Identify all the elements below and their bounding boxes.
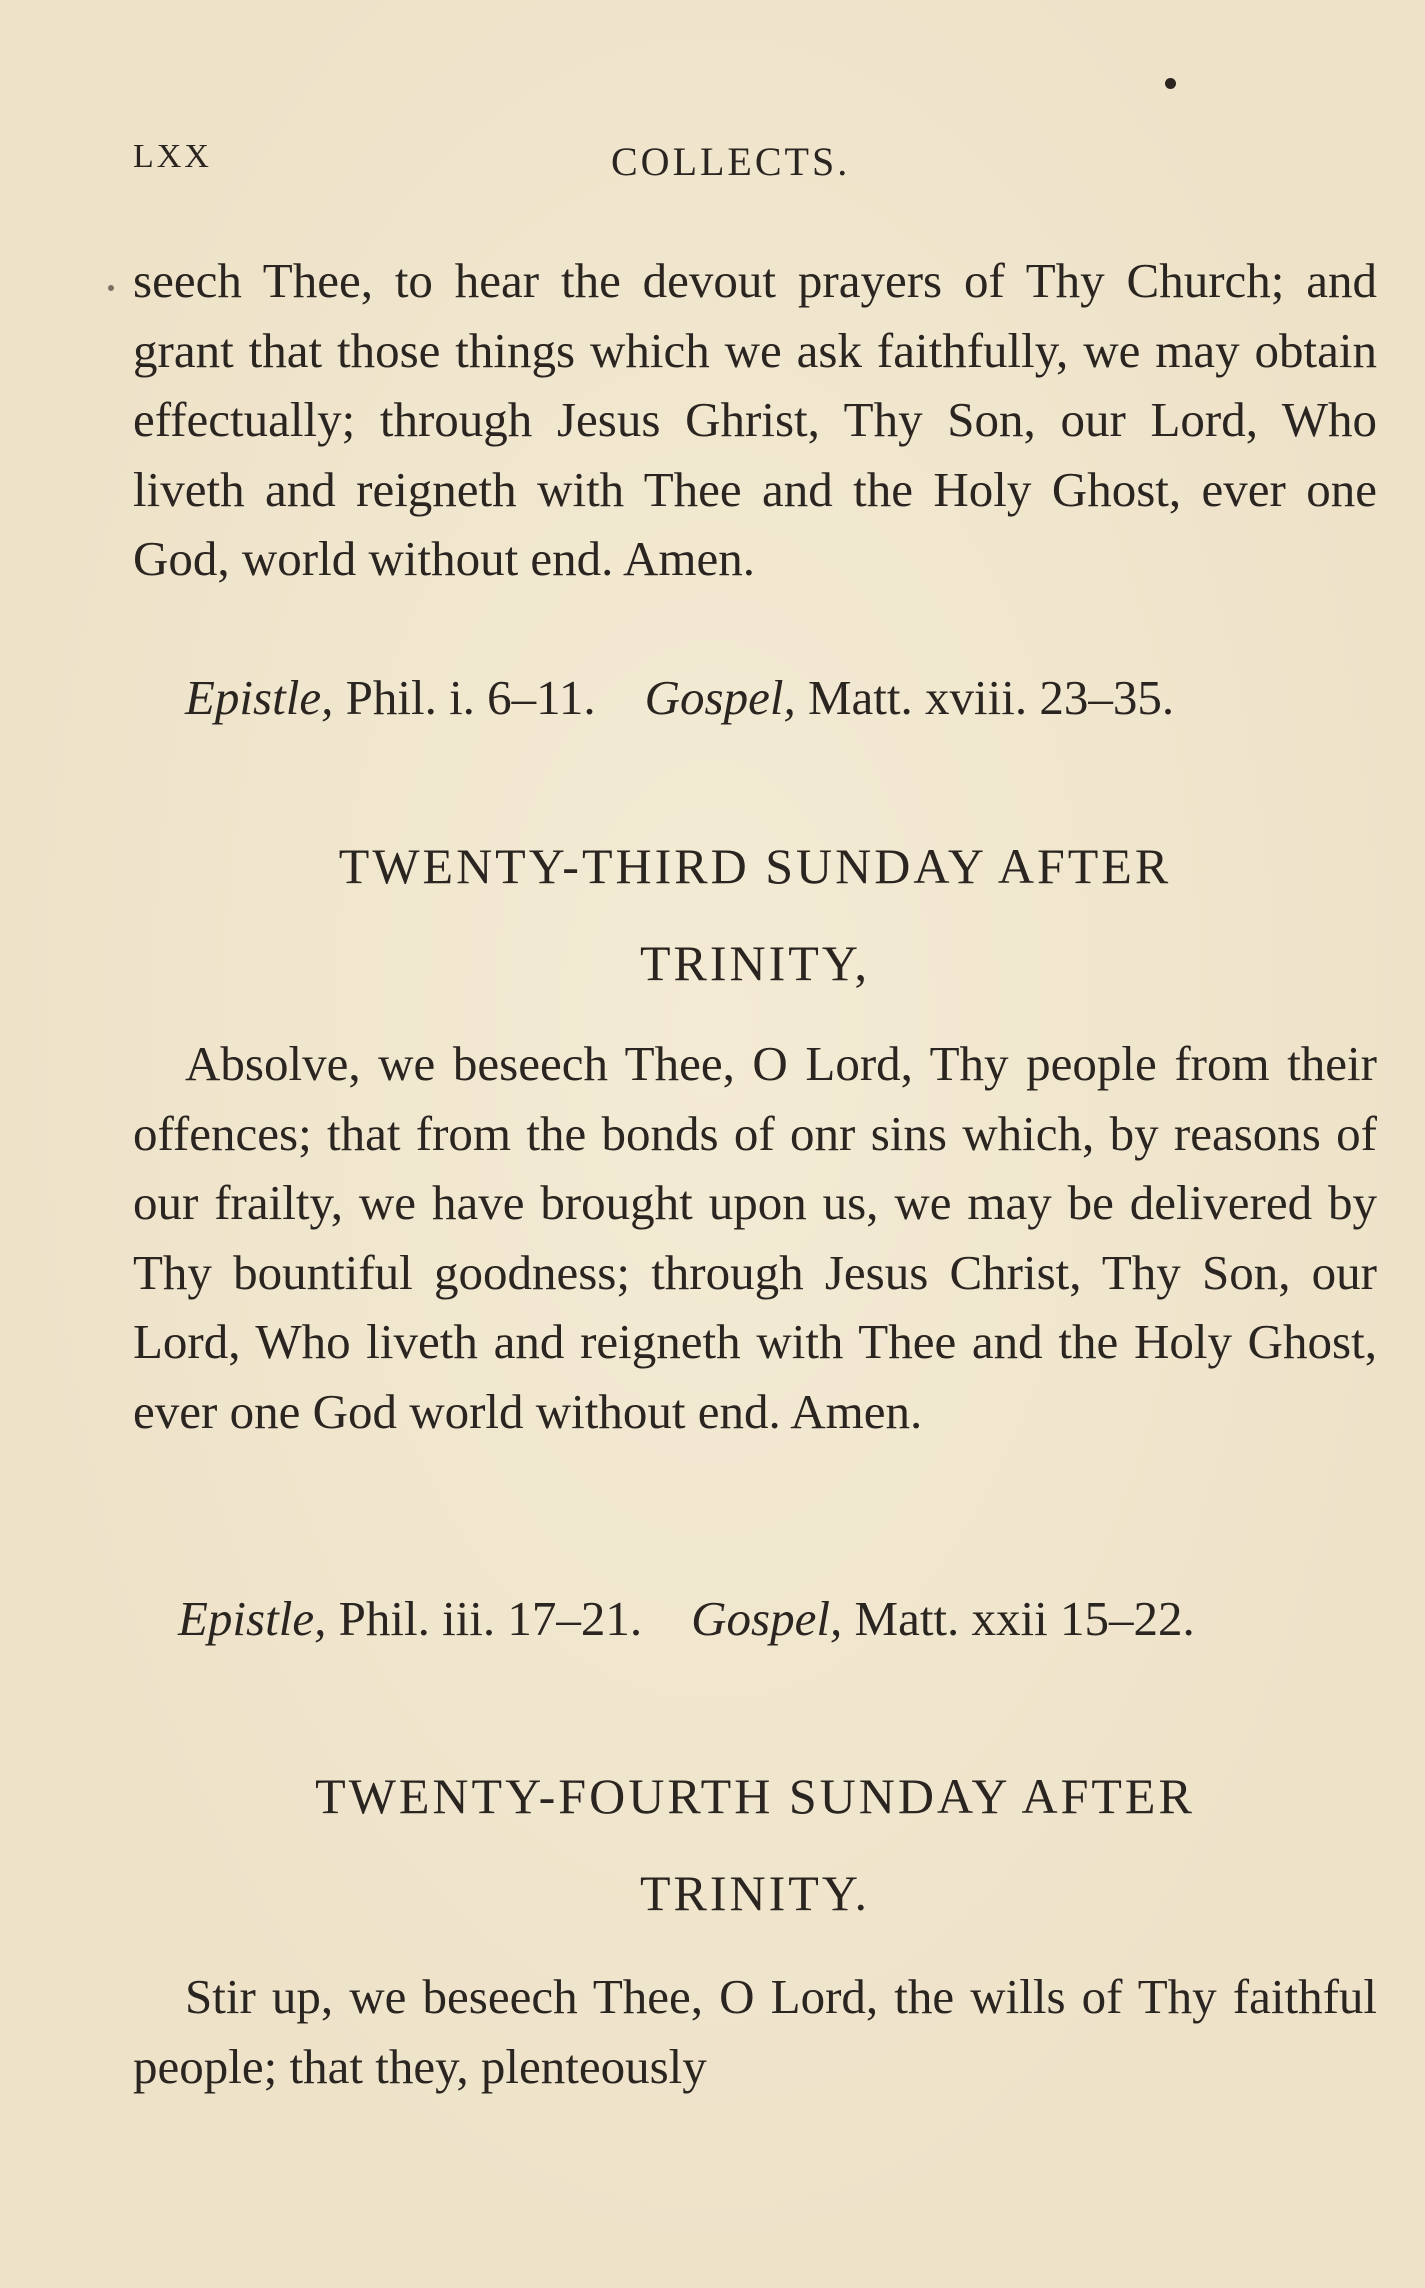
running-title: COLLECTS. — [611, 139, 851, 184]
gospel-reference: Matt. xviii. 23–35. — [807, 670, 1175, 725]
readings-22nd-sunday — [133, 663, 1377, 733]
page-number: LXX — [133, 138, 212, 175]
collect-23rd-sunday-paragraph: Absolve, we beseech Thee, O Lord, Thy people from their offences; that from the bonds of onr sins which, by reasons of our frailty, we have brought upon us, we may be delivered by Thy bountiful goodness; through Jesus Christ, Thy Son, our Lord, Who liveth and reigneth with Thee and the Holy Ghost, ever one God world without end. Amen. — [133, 1036, 1377, 1439]
section-heading-24th-sunday — [133, 1748, 1377, 1942]
heading-line-1: TWENTY-FOURTH SUNDAY AFTER — [315, 1768, 1195, 1824]
heading-line-2: TRINITY, — [639, 935, 870, 991]
epistle-label: Epistle, — [178, 1591, 327, 1646]
readings-23rd-sunday — [133, 1584, 1377, 1654]
running-head — [133, 138, 1377, 198]
ink-spot-mark — [108, 285, 114, 291]
collect-continued-paragraph: seech Thee, to hear the devout prayers of Thy Church; and grant that those things which we ask faithfully, we may obtain effectually; through Jesus Ghrist, Thy Son, our Lord, Who liveth and reigneth with Thee and the Holy Ghost, ever one God, world without end. Amen. — [133, 253, 1377, 586]
gospel-label: Gospel, — [691, 1591, 843, 1646]
epistle-label: Epistle, — [185, 670, 334, 725]
heading-line-1: TWENTY-THIRD SUNDAY AFTER — [338, 838, 1172, 894]
heading-line-2: TRINITY. — [639, 1865, 870, 1921]
epistle-reference: Phil. iii. 17–21. — [338, 1591, 643, 1646]
gospel-label: Gospel, — [644, 670, 796, 725]
gospel-reference: Matt. xxii 15–22. — [854, 1591, 1195, 1646]
collect-24th-sunday-paragraph: Stir up, we beseech Thee, O Lord, the wills of Thy faithful people; that they, plenteously — [133, 1969, 1377, 2094]
ink-spot-mark — [1165, 78, 1176, 89]
section-heading-23rd-sunday — [133, 818, 1377, 1012]
epistle-reference: Phil. i. 6–11. — [345, 670, 596, 725]
